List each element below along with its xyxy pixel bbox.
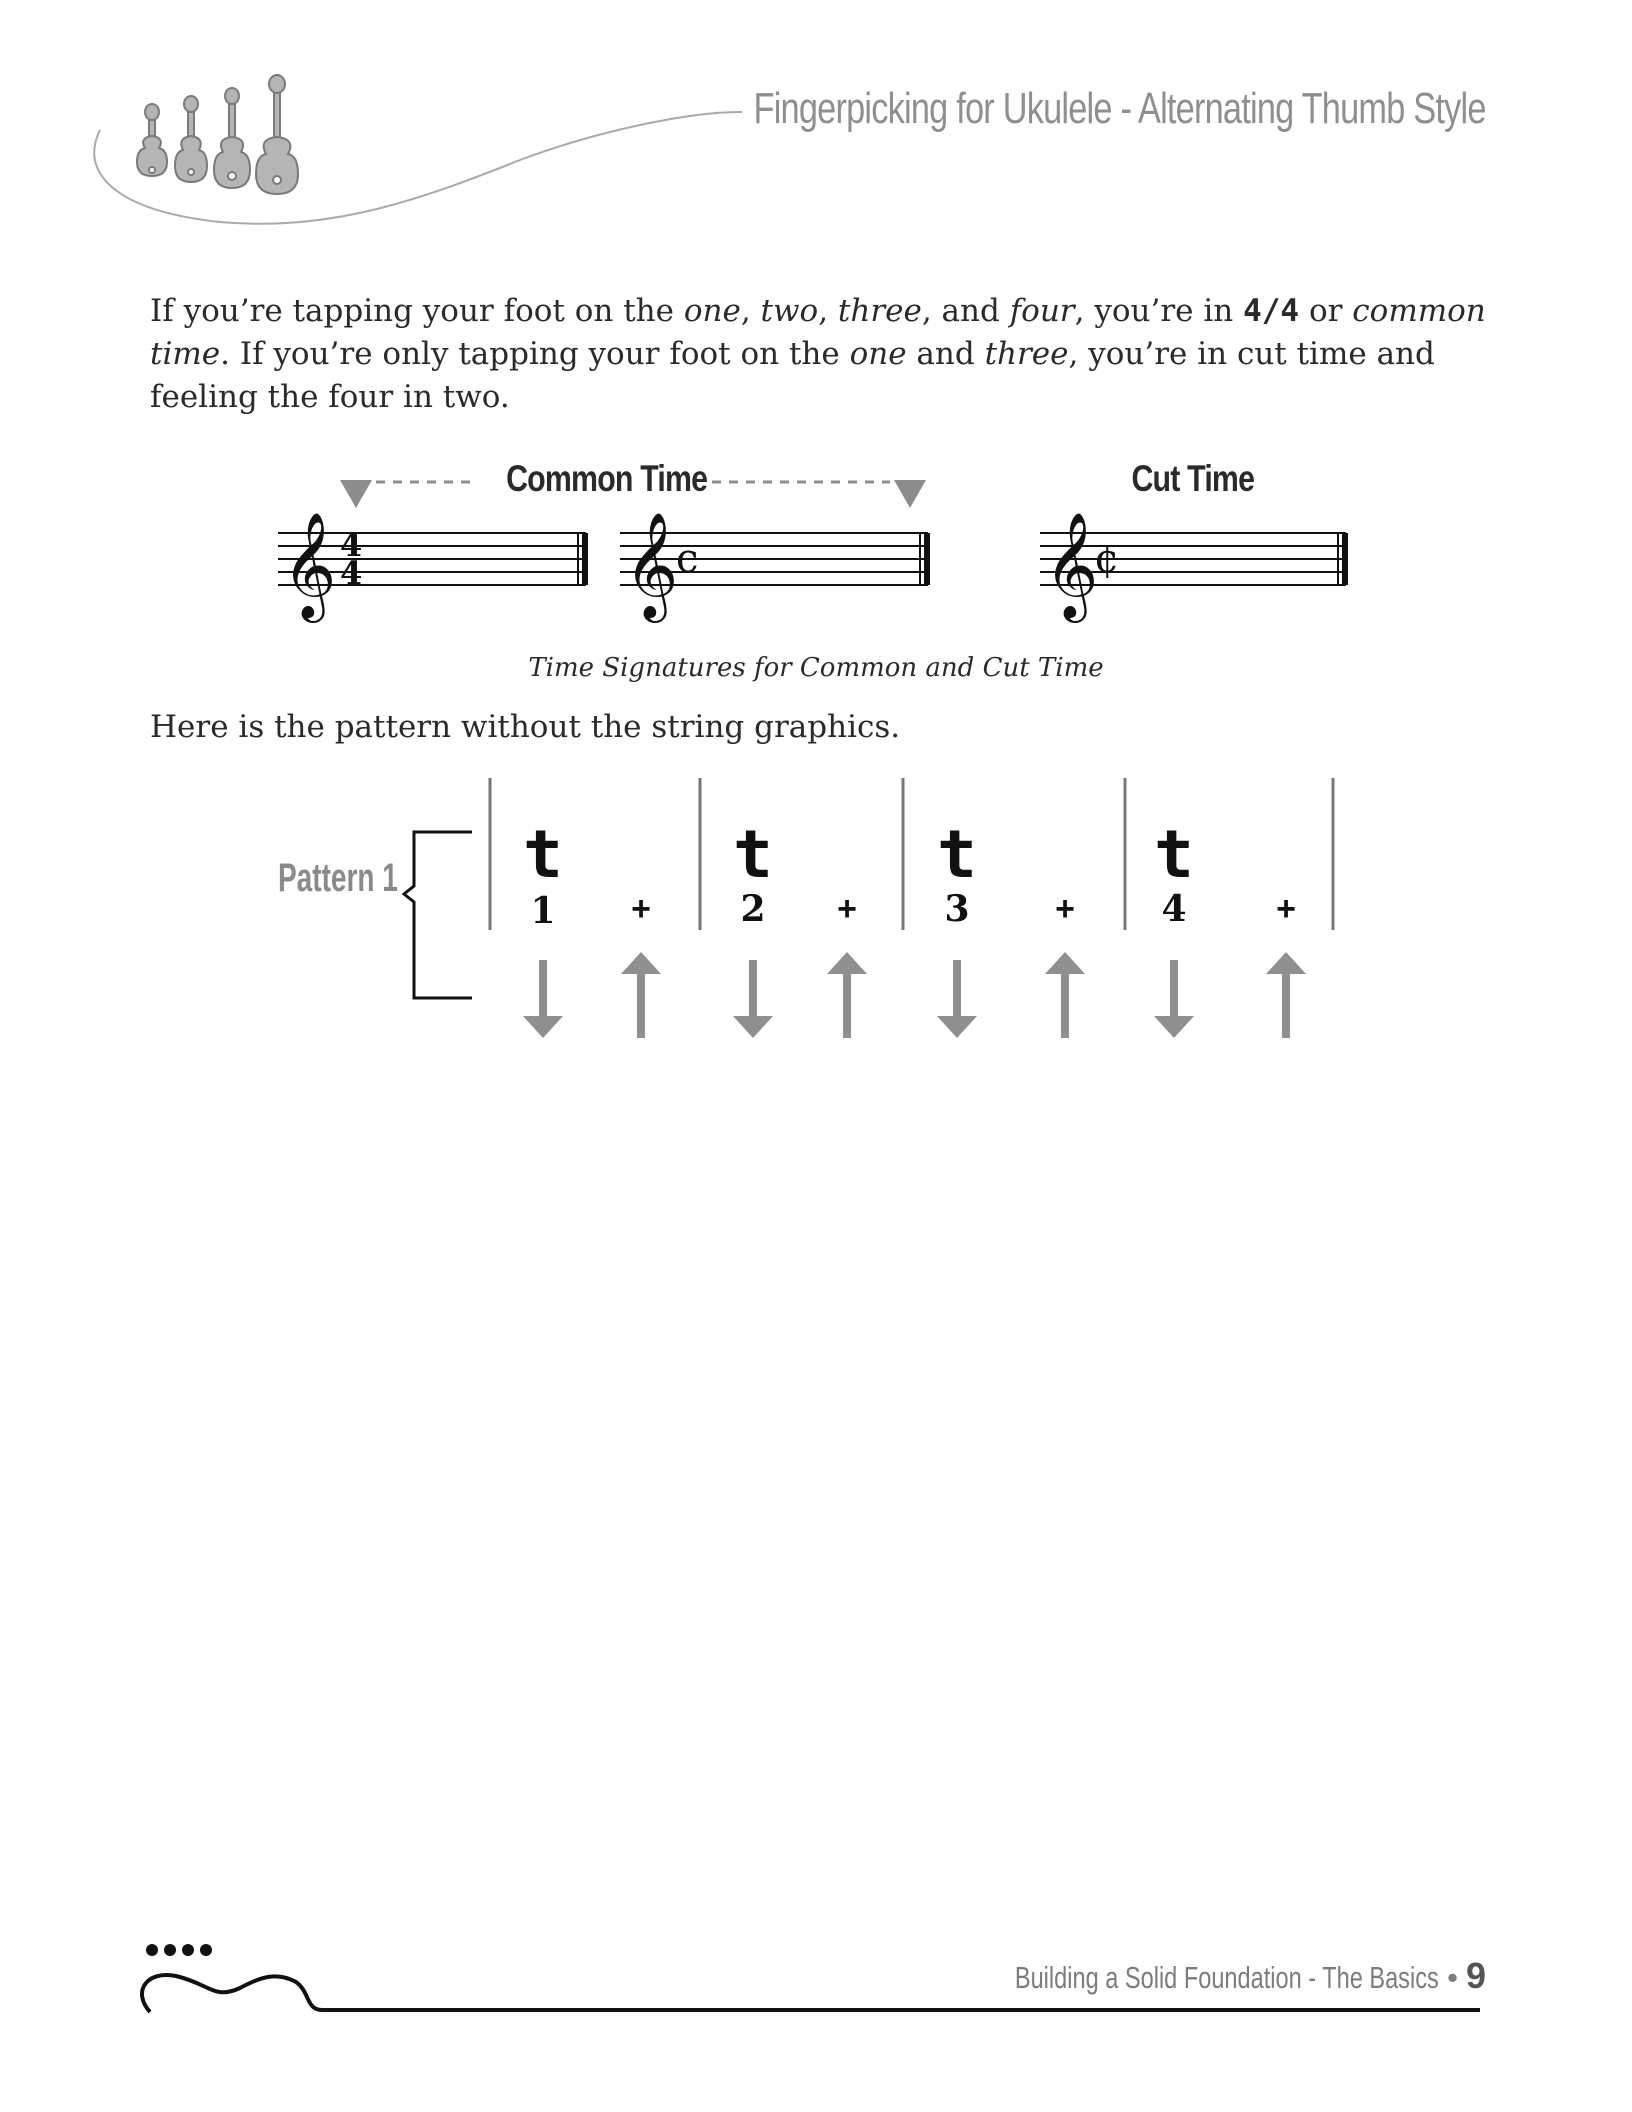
thumb-marker: t — [1154, 816, 1194, 893]
beat-count: 4 — [1161, 888, 1187, 930]
time-sig-numerator: 4 — [340, 526, 363, 564]
intro-paragraph: If you’re tapping your foot on the one, two, three, and four, you’re in 4/4 or common time. If you’re only tapping your foot on the one and three, you’re in cut time and feeling the four in two. — [150, 293, 1486, 415]
common-time-symbol-icon: c — [676, 536, 699, 582]
footer-bullet: • — [1447, 1960, 1458, 1995]
down-arrow-icon — [1154, 960, 1194, 1038]
figure-caption: Time Signatures for Common and Cut Time — [528, 653, 1104, 683]
common-time-label: Common Time — [506, 458, 708, 499]
thumb-marker: t — [733, 816, 773, 893]
up-arrow-icon — [621, 952, 661, 1038]
time-sig-denominator: 4 — [340, 554, 363, 592]
footer-text: Building a Solid Foundation - The Basics — [1015, 1960, 1440, 1995]
ukulele-icon — [214, 88, 250, 188]
pattern-bracket — [404, 832, 472, 998]
cut-time-label: Cut Time — [1131, 458, 1255, 499]
pattern-diagram — [0, 770, 1632, 1050]
and-count: + — [1276, 890, 1296, 928]
time-signature-figure — [0, 440, 1632, 640]
paragraph: Here is the pattern without the string graphics. — [150, 709, 901, 745]
up-arrow-icon — [1266, 952, 1306, 1038]
down-arrow-icon — [937, 960, 977, 1038]
treble-clef-icon: 𝄞 — [282, 511, 337, 618]
down-arrow-icon — [733, 960, 773, 1038]
pattern-label: Pattern 1 — [278, 856, 398, 900]
thumb-marker: t — [937, 816, 977, 893]
ukulele-icon — [256, 75, 298, 194]
and-count: + — [1055, 890, 1075, 928]
beat-count: 2 — [740, 888, 766, 930]
down-arrow-icon — [523, 960, 563, 1038]
treble-clef-icon: 𝄞 — [624, 511, 679, 618]
beat-count: 3 — [944, 888, 970, 930]
ukulele-icons — [137, 75, 298, 194]
right-triangle-marker — [894, 480, 926, 508]
footer-dots-icon — [146, 1944, 212, 1956]
footer — [881, 1955, 1486, 1997]
treble-clef-icon: 𝄞 — [1044, 511, 1099, 618]
thumb-marker: t — [523, 816, 563, 893]
beat-count: 1 — [530, 890, 556, 932]
ukulele-icon — [137, 104, 167, 176]
ukulele-icon — [175, 96, 207, 182]
common-time-bracket — [340, 480, 926, 508]
up-arrow-icon — [1045, 952, 1085, 1038]
header-title: Fingerpicking for Ukulele - Alternating Thumb Style — [753, 84, 1486, 133]
and-count: + — [837, 890, 857, 928]
up-arrow-icon — [827, 952, 867, 1038]
page-number: 9 — [1465, 1955, 1486, 1996]
and-count: + — [631, 890, 651, 928]
cut-time-symbol-icon: ¢ — [1094, 536, 1120, 582]
left-triangle-marker — [340, 480, 372, 508]
